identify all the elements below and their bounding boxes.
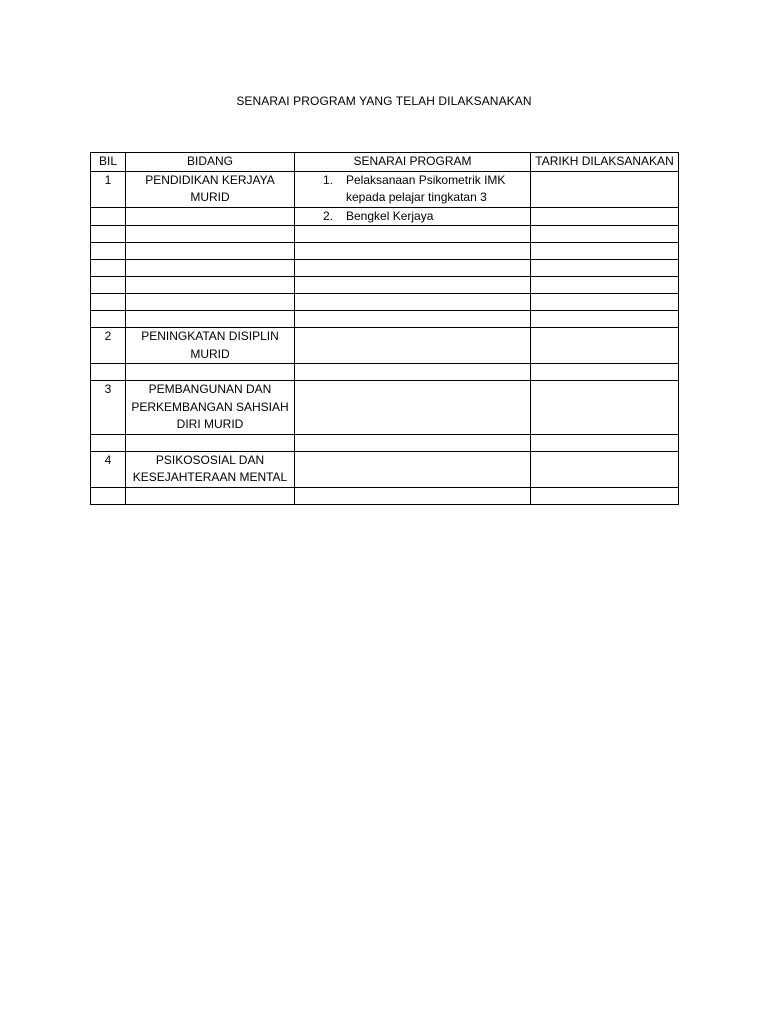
table-row bbox=[91, 364, 679, 381]
program-table bbox=[90, 152, 679, 505]
header-program: SENARAI PROGRAM bbox=[295, 153, 531, 172]
table-row bbox=[91, 381, 679, 435]
table-row bbox=[91, 294, 679, 311]
bil-cell bbox=[91, 207, 126, 226]
bidang-cell: PSIKOSOSIAL DAN KESEJAHTERAAN MENTAL bbox=[126, 451, 295, 487]
tarikh-cell bbox=[531, 207, 679, 226]
program-cell bbox=[295, 207, 531, 226]
bidang-cell: PENINGKATAN DISIPLIN MURID bbox=[126, 328, 295, 364]
bidang-cell: PEMBANGUNAN DAN PERKEMBANGAN SAHSIAH DIRI MURID bbox=[126, 381, 295, 435]
tarikh-cell bbox=[531, 451, 679, 487]
table-row bbox=[91, 260, 679, 277]
tarikh-cell bbox=[531, 381, 679, 435]
program-number: 1. bbox=[323, 172, 334, 187]
header-row bbox=[91, 153, 679, 172]
bil-cell: 1 bbox=[91, 171, 126, 207]
table-row bbox=[91, 487, 679, 504]
header-bil: BIL bbox=[91, 153, 126, 172]
bil-cell: 4 bbox=[91, 451, 126, 487]
bidang-cell bbox=[126, 207, 295, 226]
table-row bbox=[91, 311, 679, 328]
tarikh-cell bbox=[531, 171, 679, 207]
table-row bbox=[91, 243, 679, 260]
program-number: 2. bbox=[323, 208, 334, 223]
table-row bbox=[91, 277, 679, 294]
table-row bbox=[91, 451, 679, 487]
table-row bbox=[91, 328, 679, 364]
table-row bbox=[91, 207, 679, 226]
header-bidang: BIDANG bbox=[126, 153, 295, 172]
bil-cell: 3 bbox=[91, 381, 126, 435]
program-text: Pelaksanaan Psikometrik IMK kepada pelajar tingkatan 3 bbox=[346, 172, 506, 204]
table-row bbox=[91, 434, 679, 451]
program-item bbox=[299, 208, 526, 226]
bil-cell: 2 bbox=[91, 328, 126, 364]
program-cell bbox=[295, 171, 531, 207]
program-cell bbox=[295, 328, 531, 364]
tarikh-cell bbox=[531, 328, 679, 364]
header-tarikh: TARIKH DILAKSANAKAN bbox=[531, 153, 679, 172]
table-row bbox=[91, 171, 679, 207]
program-cell bbox=[295, 381, 531, 435]
page-title: SENARAI PROGRAM YANG TELAH DILAKSANAKAN bbox=[236, 94, 532, 108]
program-text: Bengkel Kerjaya bbox=[346, 208, 434, 223]
program-item bbox=[299, 172, 526, 207]
table-row bbox=[91, 226, 679, 243]
bidang-cell: PENDIDIKAN KERJAYA MURID bbox=[126, 171, 295, 207]
program-cell bbox=[295, 451, 531, 487]
